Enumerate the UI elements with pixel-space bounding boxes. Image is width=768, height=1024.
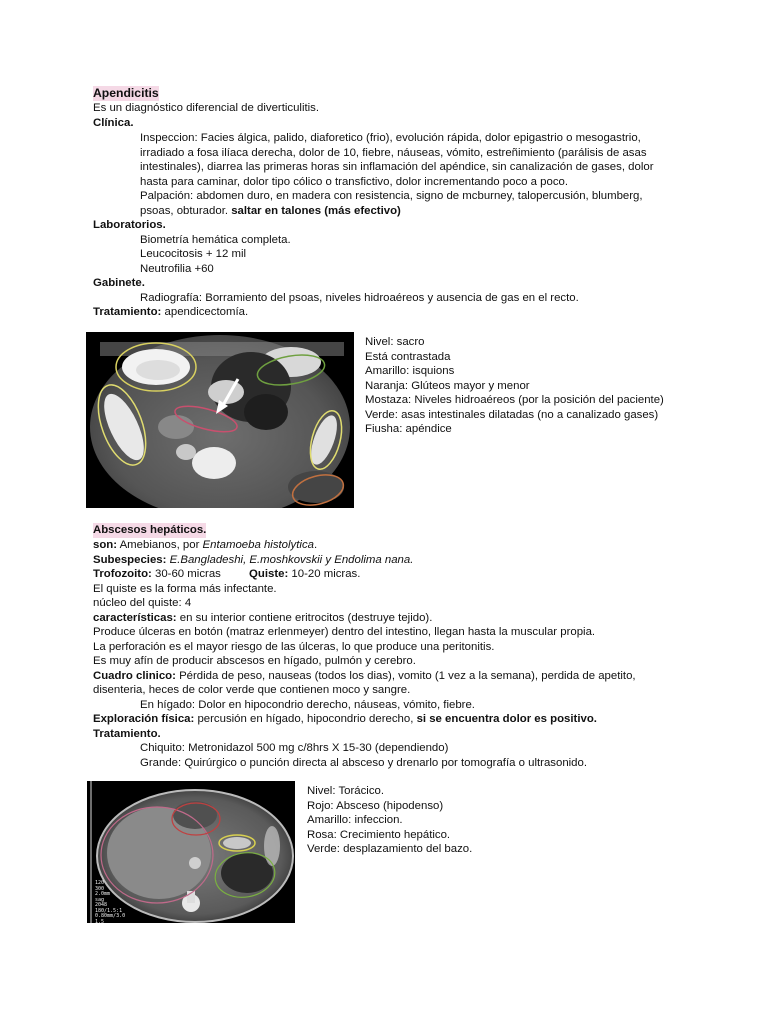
palpacion-text: psoas, obturador. (140, 204, 232, 217)
cuadro-clinico-cont: disenteria, heces de color verde que contienen moco y sangre. (93, 684, 411, 696)
subespecies-line (93, 553, 413, 568)
trofozoito-value: 30-60 micras (151, 568, 221, 580)
scan-annotation: sag (95, 896, 105, 903)
inspeccion-line: Inspeccion: Facies álgica, palido, diaforetico (frio), evolución rápida, dolor epigastrio o mesogastrio, (140, 132, 641, 144)
subespecies-value: E.Bangladeshi, E.moshkovskii y Endolima nana. (166, 553, 414, 566)
caracteristicas-value: en su interior contiene eritrocitos (destruye tejido). (176, 611, 433, 624)
tratamiento-chiquito: Chiquito: Metronidazol 500 mg c/8hrs X 15-30 (dependiendo) (140, 742, 449, 754)
caracteristicas-label: características: (93, 611, 177, 624)
cuadro-value: Pérdida de peso, nauseas (todos los dias), vomito (1 vez a la semana), perdida de apetito, (175, 669, 636, 682)
section-title-apendicitis: Apendicitis (93, 86, 159, 100)
scan-annotation: 120 (95, 880, 105, 886)
lab-item: Neutrofilia +60 (140, 262, 214, 275)
son-label: son: (93, 539, 118, 551)
ulceras-line: Produce úlceras en botón (matraz erlenmeyer) dentro del intestino, llegan hasta la muscular propia. (93, 626, 596, 638)
ct1-caption-line: Verde: asas intestinales dilatadas (no a canalizado gases) (365, 408, 659, 421)
ct-scan-pelvis-image (86, 332, 354, 508)
trofozoito-line (93, 567, 221, 582)
afin-line: Es muy afín de producir abscesos en hígado, pulmón y cerebro. (93, 655, 416, 667)
clinica-heading: Clínica. (93, 117, 134, 129)
ct2-caption-line: Rosa: Crecimiento hepático. (307, 828, 451, 841)
ct2-caption-line: Verde: desplazamiento del bazo. (307, 843, 473, 855)
ct2-caption-line: Nivel: Torácico. (307, 785, 385, 797)
son-text: Amebianos, por (117, 539, 203, 551)
ct1-caption-line: Naranja: Glúteos mayor y menor (365, 379, 530, 392)
higado-line: En hígado: Dolor en hipocondrio derecho, náuseas, vómito, fiebre. (140, 698, 475, 711)
cuadro-label: Cuadro clinico: (93, 669, 176, 682)
inspeccion-line: hasta para caminar, dolor tipo cólico o transfictivo, dolor incrementando poco a poco. (140, 175, 569, 188)
scan-annotation: 2.0mm (95, 891, 111, 897)
species-name: Entamoeba histolytica (202, 539, 314, 551)
laboratorios-heading: Laboratorios. (93, 219, 166, 231)
tratamiento-value: apendicectomía. (161, 306, 249, 318)
lab-item: Biometría hemática completa. (140, 233, 291, 246)
caracteristicas-line (93, 611, 432, 626)
exploracion-line (93, 712, 597, 727)
exploracion-value: percusión en hígado, hipocondrio derecho, (194, 713, 417, 725)
quiste-value: 10-20 micras. (288, 568, 361, 580)
palpacion-line (140, 204, 401, 219)
scan-annotation: 180/1.5:1 (95, 907, 123, 914)
trofozoito-label: Trofozoito: (93, 568, 152, 580)
ct1-caption-line: Está contrastada (365, 350, 451, 363)
ct-scan-pelvis-drawing (86, 332, 354, 508)
palpacion-line: Palpación: abdomen duro, en madera con resistencia, signo de mcburney, talopercusión, blumberg, (140, 190, 643, 202)
infectante-line: El quiste es la forma más infectante. (93, 582, 277, 595)
ct1-caption-line: Mostaza: Niveles hidroaéreos (por la posición del paciente) (365, 394, 664, 406)
scan-annotation: 0.80mm/3.0 (95, 913, 126, 919)
exploracion-label: Exploración física: (93, 713, 195, 725)
ct1-caption-line: Amarillo: isquions (365, 365, 455, 377)
inspeccion-line: irradiado a fosa ilíaca derecha, dolor de 10, fiebre, náuseas, vómito, estreñimiento (parálisis de asas (140, 146, 647, 159)
scan-annotation: 300 (95, 885, 105, 892)
ct2-caption-line: Amarillo: infeccion. (307, 814, 403, 826)
lab-item: Leucocitosis + 12 mil (140, 248, 247, 260)
ct-scan-thorax-image (87, 781, 295, 923)
ct1-caption-line: Fiusha: apéndice (365, 423, 452, 435)
section-title-abscesos: Abscesos hepáticos. (93, 524, 207, 536)
scan-annotation: 1.5 (95, 918, 105, 923)
subespecies-label: Subespecies: (93, 553, 167, 566)
abscesos-tratamiento-heading: Tratamiento. (93, 727, 161, 740)
quiste-size-line (249, 567, 360, 582)
abscesos-son-line (93, 538, 317, 553)
gabinete-heading: Gabinete. (93, 277, 145, 289)
inspeccion-line: intestinales), diarrea las primeras horas sin inflamación del apéndice, sin canalización de gases, dolor (140, 161, 654, 173)
son-end: . (313, 539, 318, 551)
apendicitis-intro: Es un diagnóstico diferencial de diverticulitis. (93, 102, 320, 114)
ct2-caption-line: Rojo: Absceso (hipodenso) (307, 799, 444, 812)
ct1-caption-line: Nivel: sacro (365, 336, 425, 348)
tratamiento-grande: Grande: Quirúrgico o punción directa al absceso y drenarlo por tomografía o ultrasonido. (140, 756, 588, 769)
perforacion-line: La perforación es el mayor riesgo de las úlceras, lo que produce una peritonitis. (93, 640, 495, 653)
tratamiento-line (93, 305, 248, 320)
tratamiento-label: Tratamiento: (93, 306, 162, 318)
ct2-scan-annotations (95, 881, 125, 923)
palpacion-bold: saltar en talones (más efectivo) (231, 204, 401, 217)
gabinete-text: Radiografía: Borramiento del psoas, niveles hidroaéreos y ausencia de gas en el recto. (140, 291, 579, 304)
exploracion-bold: si se encuentra dolor es positivo. (416, 713, 597, 725)
scan-annotation: 2048 (95, 902, 108, 908)
nucleo-line: núcleo del quiste: 4 (93, 597, 192, 609)
quiste-label: Quiste: (249, 568, 289, 580)
cuadro-clinico-line (93, 669, 636, 684)
